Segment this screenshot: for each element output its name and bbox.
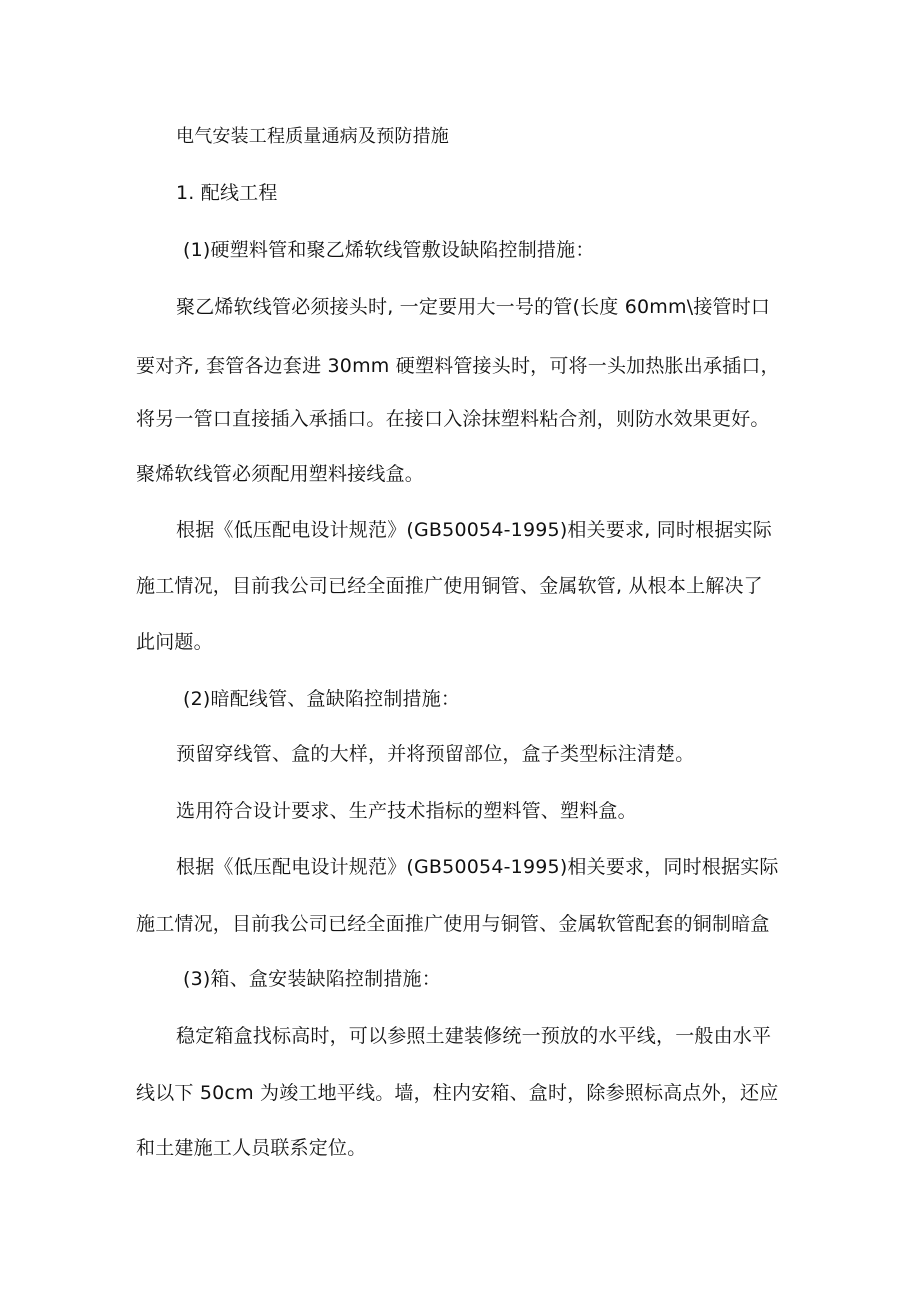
paragraph-line: 此问题。 bbox=[136, 631, 213, 653]
paragraph-line: 施工情况，目前我公司已经全面推广使用铜管、金属软管, 从根本上解决了 bbox=[136, 575, 763, 597]
paragraph-line: 和土建施工人员联系定位。 bbox=[136, 1137, 367, 1159]
paragraph-line: 将另一管口直接插入承插口。在接口入涂抹塑料粘合剂，则防水效果更好。 bbox=[136, 408, 770, 430]
paragraph-line: 选用符合设计要求、生产技术指标的塑料管、塑料盒。 bbox=[176, 800, 637, 822]
subsection-heading-3: (3)箱、盒安装缺陷控制措施： bbox=[183, 968, 441, 990]
paragraph-line: 稳定箱盒找标高时，可以参照土建装修统一预放的水平线，一般由水平 bbox=[176, 1025, 772, 1047]
section-heading-wiring: 1. 配线工程 bbox=[176, 182, 278, 204]
paragraph-line: 要对齐, 套管各边套进 30mm 硬塑料管接头时，可将一头加热胀出承插口， bbox=[136, 355, 780, 377]
subsection-heading-2: (2)暗配线管、盒缺陷控制措施： bbox=[183, 688, 461, 710]
paragraph-line: 根据《低压配电设计规范》(GB50054-1995)相关要求，同时根据实际 bbox=[176, 856, 779, 878]
paragraph-line: 聚烯软线管必须配用塑料接线盒。 bbox=[136, 463, 425, 485]
paragraph-line: 根据《低压配电设计规范》(GB50054-1995)相关要求, 同时根据实际 bbox=[176, 519, 772, 541]
paragraph-line: 线以下 50cm 为竣工地平线。墙，柱内安箱、盒时，除参照标高点外，还应 bbox=[136, 1082, 779, 1104]
paragraph-line: 预留穿线管、盒的大样，并将预留部位，盒子类型标注清楚。 bbox=[176, 743, 695, 765]
subsection-heading-1: (1)硬塑料管和聚乙烯软线管敷设缺陷控制措施： bbox=[183, 239, 595, 261]
paragraph-line: 聚乙烯软线管必须接头时, 一定要用大一号的管(长度 60mm\接管时口 bbox=[176, 296, 771, 318]
paragraph-line: 施工情况，目前我公司已经全面推广使用与铜管、金属软管配套的铜制暗盒 bbox=[136, 913, 770, 935]
document-title: 电气安装工程质量通病及预防措施 bbox=[176, 126, 449, 147]
